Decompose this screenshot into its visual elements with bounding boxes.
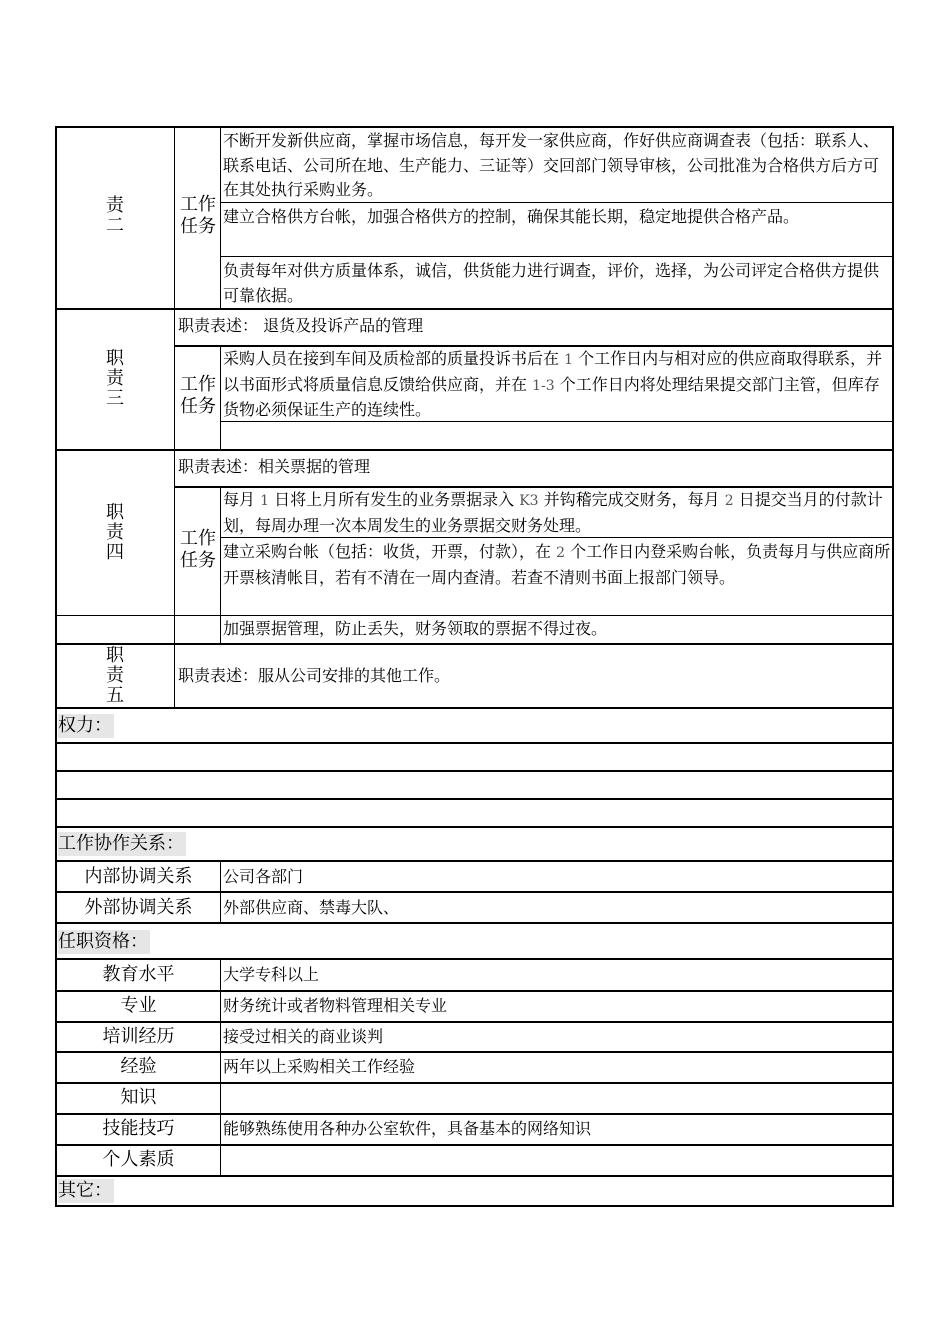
- duty5-label: 职责五: [106, 645, 124, 706]
- duty2-task-3: 负责每年对供方质量体系，诚信，供货能力进行调查，评价，选择，为公司评定合格供方提供可靠依据。: [223, 261, 880, 305]
- qualification-label: 教育水平: [102, 964, 175, 985]
- duty4-label: 职责四: [106, 502, 124, 563]
- duty2-task-label: 工作任务: [180, 194, 216, 237]
- cooperation-label: 外部协调关系: [84, 897, 193, 918]
- duty3-task-label: 工作任务: [180, 374, 216, 417]
- cooperation-value: 公司各部门: [223, 867, 304, 886]
- duty4-task-label: 工作任务: [180, 528, 216, 571]
- cooperation-value: 外部供应商、禁毒大队、: [223, 898, 400, 917]
- qualification-label: 培训经历: [102, 1026, 175, 1047]
- duty3-description: 职责表述： 退货及投诉产品的管理: [178, 316, 424, 335]
- qualification-label: 专业: [120, 995, 157, 1016]
- duty5-description: 职责表述：服从公司安排的其他工作。: [178, 666, 451, 685]
- duty2-label: 责二: [106, 195, 124, 236]
- cooperation-label: 内部协调关系: [84, 866, 193, 887]
- duty4-task-1: 每月 1 日将上月所有发生的业务票据录入 K3 并钩稽完成交财务，每月 2 日提交当月的付款计划，每周办理一次本周发生的业务票据交财务处理。: [223, 490, 883, 535]
- qualification-label: 个人素质: [102, 1149, 175, 1170]
- qualification-label: 经验: [120, 1056, 157, 1077]
- qualification-header: 任职资格：: [58, 931, 148, 952]
- cooperation-header: 工作协作关系：: [58, 833, 184, 854]
- qualification-label: 知识: [120, 1087, 157, 1108]
- qualification-value: 能够熟练使用各种办公室软件，具备基本的网络知识: [223, 1119, 592, 1138]
- qualification-value: 接受过相关的商业谈判: [223, 1027, 384, 1046]
- duty4-task-2: 建立采购台帐（包括：收货，开票，付款），在 2 个工作日内登采购台帐，负责每月与供应商所开票核清帐目，若有不清在一周内查清。若查不清则书面上报部门领导。: [223, 542, 891, 587]
- other-header: 其它：: [58, 1180, 112, 1201]
- duty2-task-2: 建立合格供方台帐，加强合格供方的控制，确保其能长期，稳定地提供合格产品。: [223, 207, 800, 226]
- qualification-value: 两年以上采购相关工作经验: [223, 1057, 416, 1076]
- power-header: 权力：: [58, 715, 112, 736]
- qualification-value: 财务统计或者物料管理相关专业: [223, 996, 448, 1015]
- duty4-description: 职责表述：相关票据的管理: [178, 457, 371, 476]
- qualification-label: 技能技巧: [102, 1118, 175, 1139]
- duty2-task-1: 不断开发新供应商，掌握市场信息，每开发一家供应商，作好供应商调查表（包括：联系人、联系电话、公司所在地、生产能力、三证等）交回部门领导审核，公司批准为合格供方后方可在其处执行采购业务。: [223, 131, 880, 199]
- qualification-value: 大学专科以上: [223, 965, 320, 984]
- duty3-label: 职责三: [106, 348, 124, 409]
- duty4-task-3: 加强票据管理，防止丢失，财务领取的票据不得过夜。: [223, 619, 608, 638]
- duty3-task-1: 采购人员在接到车间及质检部的质量投诉书后在 1 个工作日内与相对应的供应商取得联系，并以书面形式将质量信息反馈给供应商，并在 1-3 个工作日内将处理结果提交部门主管，但库存货物必须保证生产的连续性。: [223, 349, 883, 419]
